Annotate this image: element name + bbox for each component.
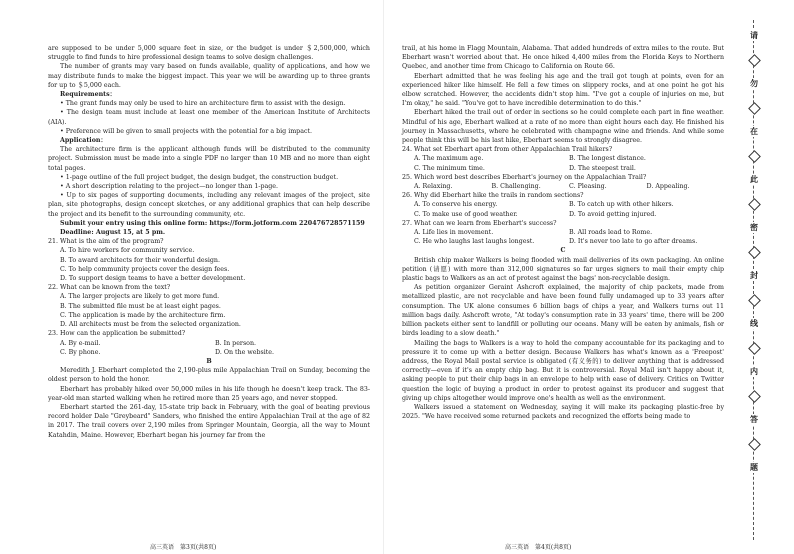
option-text: A. Life lies in movement. <box>414 229 494 237</box>
diamond-icon <box>748 246 761 259</box>
paragraph: • A short description relating to the project—no longer than 1-page. <box>60 183 279 191</box>
option-text: B. Challenging. <box>491 183 541 191</box>
footer-left-page-number: 高三英语 第3页(共8页) <box>150 544 217 551</box>
paragraph: Eberhart started the 261-day, 15-state trip back in February, with the goal of beating previous record holder Dale "Greybeard" Sanders, who finished the entire Appalachian Trail at the age of 82 in 2017. The trail covers over 2,190 miles from Springer Mountain, Georgia, all the way to Mount Katahdin, Maine. However, Eberhart began his journey far from the <box>48 403 370 439</box>
paragraph: B. The submitted file must be at least eight pages. <box>60 302 221 310</box>
option-text: A. Relaxing. <box>414 183 453 191</box>
diamond-icon <box>748 438 761 451</box>
section-heading: Deadline: August 15, at 5 pm. <box>60 229 166 237</box>
seal-line-char: 此 <box>747 174 761 185</box>
paragraph: are supposed to be under 5,000 square feet in size, or the budget is under ＄2,500,000, which struggle to find funds to hire professional design teams to solve design challenges. <box>48 45 370 62</box>
option-text: A. By e-mail. <box>60 339 101 347</box>
option-row <box>402 182 724 191</box>
page-fold <box>383 0 384 554</box>
right-column <box>402 44 724 421</box>
option-text: B. To catch up with other hikers. <box>569 201 674 209</box>
paragraph: Eberhart admitted that he was feeling his age and the trail got tough at points, even for an experienced hiker like himself. He fell a few times on slippery rocks, and at one point he got his elbow scratched. However, the accidents didn't stop him. "I've got a couple of injuries on me, but I'm okay," he said. "You've got to have incredible determination to do this." <box>402 72 724 108</box>
paragraph: Walkers issued a statement on Wednesday, saying it will make its packaging plastic-free by 2025. "We have received some returned packets and recognized the efforts being made to <box>402 403 724 421</box>
paragraph: A. The larger projects are likely to get more fund. <box>60 293 220 301</box>
paragraph: 26. Why did Eberhart hike the trails in random sections? <box>402 192 584 200</box>
option-text: D. On the website. <box>215 348 275 356</box>
paragraph: 23. How can the application be submitted? <box>48 330 186 338</box>
option-text: C. Pleasing. <box>569 183 607 191</box>
seal-line-char: 封 <box>747 270 761 281</box>
diamond-icon <box>748 150 761 163</box>
paragraph: 21. What is the aim of the program? <box>48 238 164 246</box>
option-text: C. The minimum time. <box>414 164 485 172</box>
seal-line-char: 题 <box>747 462 761 473</box>
option-text: B. All roads lead to Rome. <box>569 229 653 237</box>
diamond-icon <box>748 102 761 115</box>
paragraph: Meredith J. Eberhart completed the 2,190-plus mile Appalachian Trail on Sunday, becoming the oldest person to hold the honor. <box>48 367 370 384</box>
paragraph: • The grant funds may only be used to hire an architecture firm to assist with the design. <box>60 100 346 108</box>
option-text: C. By phone. <box>60 348 101 356</box>
option-row <box>48 339 370 348</box>
paragraph: 25. Which word best describes Eberhart's journey on the Appalachian Trail? <box>402 173 647 181</box>
option-row <box>402 210 724 219</box>
diamond-icon <box>748 198 761 211</box>
seal-line-char: 线 <box>747 318 761 329</box>
paragraph: C. The application is made by the architecture firm. <box>60 311 226 319</box>
paragraph: A. To hire workers for community service. <box>60 247 195 255</box>
paragraph: As petition organizer Geraint Ashcroft explained, the majority of chip packets, made from metallized plastic, are not recyclable and have been found fully undamaged up to 33 years after consumption. The UK alone consumes 6 billion bags of chips a year, and Walkers turns out 11 million bags daily. Ashcroft wrote, "At today's consumption rate in 33 years' time, there will be 200 billion packets either sent to landfill or polluting our oceans. Many will be eaten by animals, fish or birds leading to a slow death." <box>402 284 724 338</box>
option-row <box>402 154 724 163</box>
paragraph: D. To support design teams to have a better development. <box>60 275 246 283</box>
option-text: D. Appealing. <box>646 183 690 191</box>
seal-line-char: 在 <box>747 126 761 137</box>
option-text: D. It's never too late to go after dreams. <box>569 238 698 246</box>
option-text: D. To avoid getting injured. <box>569 210 657 218</box>
option-text: C. To make use of good weather. <box>414 210 518 218</box>
option-text: A. The maximum age. <box>414 155 484 163</box>
option-row <box>402 200 724 209</box>
paragraph: trail, at his home in Flagg Mountain, Alabama. That added hundreds of extra miles to the route. But Eberhart wasn't worried about that. He once hiked 4,400 miles from the Florida Keys to Northern Quebec, and another time from Chicago to California on Route 66. <box>402 45 724 71</box>
diamond-icon <box>748 390 761 403</box>
paragraph: Eberhart has probably hiked over 50,000 miles in his life though he doesn't keep track. The 83-year-old man started walking when he retired more than 25 years ago, and never stopped. <box>48 385 370 402</box>
option-row <box>48 348 370 357</box>
paragraph: • 1-page outline of the full project budget, the design budget, the construction budget. <box>60 173 339 181</box>
paragraph: • Up to six pages of supporting documents, including any relevant images of the project, site plan, site photographs, design concept sketches, or any additional graphics that can help describe the project and its benefit to the surrounding community, etc. <box>48 192 370 218</box>
option-row <box>402 164 724 173</box>
section-heading: Requirements： <box>60 91 116 99</box>
passage-label: B <box>206 357 212 365</box>
section-heading: Submit your entry using this online form: https://form.jotform.com 220476728571159 <box>60 219 365 227</box>
diamond-icon <box>748 342 761 355</box>
paragraph: 22. What can be known from the text? <box>48 284 171 292</box>
footer-right-page-number: 高三英语 第4页(共8页) <box>505 544 572 551</box>
paragraph: British chip maker Walkers is being flooded with mail deliveries of its own packaging. An online petition (请愿) with more than 312,000 signatures so far urges signers to mail their empty chip plastic bags to Walkers as an act of protest against the bags' non-recyclable design. <box>402 256 724 283</box>
option-row <box>402 237 724 246</box>
option-text: C. He who laughs last laughs longest. <box>414 238 535 246</box>
paragraph: 24. What set Eberhart apart from other Appalachian Trail hikers? <box>402 146 613 154</box>
paragraph: B. To award architects for their wonderful design. <box>60 256 220 264</box>
paragraph: The number of grants may vary based on funds available, quality of applications, and how we may distribute funds to make the biggest impact. This year we will be awarding up to three grants for up to ＄5,000 each. <box>48 63 370 89</box>
seal-line-char: 密 <box>747 222 761 233</box>
option-row <box>402 228 724 237</box>
diamond-icon <box>748 294 761 307</box>
option-text: B. In person. <box>215 339 257 347</box>
diamond-icon <box>748 54 761 67</box>
paragraph: C. To help community projects cover the design fees. <box>60 265 230 273</box>
seal-line-char: 内 <box>747 366 761 377</box>
paragraph: 27. What can we learn from Eberhart's success? <box>402 219 557 227</box>
seal-line-char: 答 <box>747 414 761 425</box>
paragraph: • The design team must include at least one member of the American Institute of Architects (AIA). <box>48 109 370 126</box>
option-text: D. The steepest trail. <box>569 164 636 172</box>
seal-line-char: 请 <box>747 30 761 41</box>
paragraph: Mailing the bags to Walkers is a way to hold the company accountable for its packaging and to pressure it to come up with a better design. Because Walkers has what's known as a 'Freepost' address, the Royal Mail postal service is obligated (有义务的) to deliver anything that is addressed correctly—even if it's an empty chip bag. But it is controversial. Royal Mail isn't happy about it, asking people to put their chip bags in an envelope to help with ease of delivery. Critics on Twitter question the logic of buying a product in order to protest against its producer and suggest that giving up chips altogether would improve one's health as well as the environment. <box>402 339 724 402</box>
seal-line-char: 勿 <box>747 78 761 89</box>
left-column <box>48 44 370 440</box>
paragraph: D. All architects must be from the selected organization. <box>60 321 241 329</box>
section-heading: Application： <box>60 137 107 145</box>
paragraph: • Preference will be given to small projects with the potential for a big impact. <box>60 127 313 135</box>
paragraph: Eberhart hiked the trail out of order in sections so he could complete each part in fine weather. Mindful of his age, Eberhart walked at a rate of no more than eight hours each day. He finished his journey in Massachusetts, where he celebrated with champagne wine and friends. And while some people think this will be his last hike, Eberhart seems to strongly disagree. <box>402 109 724 145</box>
binding-margin <box>735 0 775 554</box>
option-text: B. The longest distance. <box>569 155 646 163</box>
paragraph: The architecture firm is the applicant although funds will be distributed to the community project. Submission must be made into a single PDF no larger than 10 MB and no more than eight total pages. <box>48 146 370 172</box>
passage-label: C <box>560 247 566 255</box>
option-text: A. To conserve his energy. <box>414 201 498 209</box>
